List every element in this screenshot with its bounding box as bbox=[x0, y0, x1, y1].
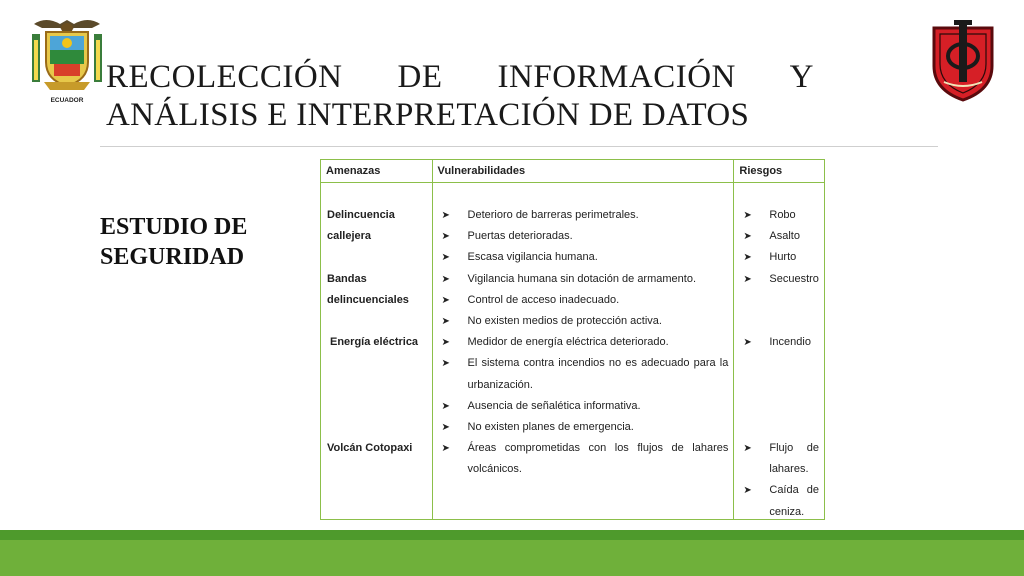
section-heading-line-1: ESTUDIO DE bbox=[100, 214, 248, 240]
vulnerabilities-cell bbox=[432, 183, 734, 520]
list-item: ➤ Control de acceso inadecuado. bbox=[439, 290, 729, 311]
table-row bbox=[321, 183, 825, 520]
arrow-bullet-icon: ➤ bbox=[441, 358, 450, 370]
title-divider bbox=[100, 146, 938, 147]
threat-line: Bandas bbox=[327, 272, 367, 285]
arrow-bullet-icon: ➤ bbox=[441, 400, 450, 412]
logo-left-small bbox=[66, 90, 67, 96]
threats-cell bbox=[321, 183, 433, 520]
threat-line: Volcán Cotopaxi bbox=[327, 442, 413, 455]
header-amenazas: Amenazas bbox=[321, 160, 433, 183]
list-item: ➤ Flujo de bbox=[740, 438, 819, 459]
threat-line: Delincuencia bbox=[327, 209, 395, 221]
list-item: ➤ Asalto bbox=[740, 226, 819, 247]
title-line-1: RECOLECCIÓN DE INFORMACIÓN Y bbox=[106, 59, 814, 95]
list-item-continuation: urbanización. bbox=[467, 378, 533, 391]
logo-left-caption: ECUADOR bbox=[50, 97, 84, 104]
list-item: ➤ El sistema contra incendios no es adecuado para la bbox=[439, 353, 729, 374]
page-title bbox=[106, 58, 814, 134]
list-item: ➤ Deterioro de barreras perimetrales. bbox=[439, 205, 729, 226]
footer-band-dark bbox=[0, 530, 1024, 540]
list-item: ➤ Ausencia de señalética informativa. bbox=[439, 396, 729, 417]
list-item: ➤ Incendio bbox=[740, 332, 819, 353]
threat-line: callejera bbox=[327, 230, 372, 243]
title-line-2: ANÁLISIS E INTERPRETACIÓN DE DATOS bbox=[106, 97, 750, 133]
list-item-continuation: ceniza. bbox=[769, 505, 805, 518]
arrow-bullet-icon: ➤ bbox=[441, 273, 450, 285]
list-item: ➤ Secuestro bbox=[740, 269, 819, 290]
list-item-continuation: lahares. bbox=[769, 463, 809, 476]
arrow-bullet-icon: ➤ bbox=[441, 337, 450, 349]
footer-band-light bbox=[0, 540, 1024, 576]
risks-cell bbox=[734, 183, 825, 520]
arrow-bullet-icon: ➤ bbox=[743, 210, 752, 221]
security-analysis-table bbox=[320, 159, 825, 520]
section-heading bbox=[100, 212, 247, 272]
arrow-bullet-icon: ➤ bbox=[441, 252, 450, 264]
list-item: ➤ No existen planes de emergencia. bbox=[439, 417, 729, 438]
list-item: ➤ Escasa vigilancia humana. bbox=[439, 247, 729, 268]
list-item: ➤ Vigilancia humana sin dotación de armamento. bbox=[439, 269, 729, 290]
header-vulnerabilidades: Vulnerabilidades bbox=[432, 160, 734, 183]
list-item: ➤ Caída de bbox=[740, 480, 819, 501]
list-item: ➤ Áreas comprometidas con los flujos de lahares bbox=[439, 438, 729, 459]
list-item: ➤ Medidor de energía eléctrica deteriorado. bbox=[439, 332, 729, 353]
list-item: ➤ No existen medios de protección activa. bbox=[439, 311, 729, 332]
arrow-bullet-icon: ➤ bbox=[441, 210, 450, 221]
coat-of-arms-icon bbox=[24, 14, 110, 104]
arrow-bullet-icon: ➤ bbox=[441, 443, 450, 455]
arrow-bullet-icon: ➤ bbox=[441, 421, 450, 433]
arrow-bullet-icon: ➤ bbox=[743, 337, 752, 349]
threat-line: delincuenciales bbox=[327, 293, 409, 306]
arrow-bullet-icon: ➤ bbox=[441, 294, 450, 306]
list-item: ➤ Hurto bbox=[740, 247, 819, 268]
section-heading-line-2: SEGURIDAD bbox=[100, 244, 245, 270]
arrow-bullet-icon: ➤ bbox=[743, 443, 752, 455]
header-riesgos: Riesgos bbox=[734, 160, 825, 183]
list-item: ➤ Puertas deterioradas. bbox=[439, 226, 729, 247]
threat-line: Energía eléctrica bbox=[330, 336, 419, 349]
list-item-continuation: volcánicos. bbox=[467, 463, 522, 476]
arrow-bullet-icon: ➤ bbox=[743, 231, 752, 243]
table-header-row bbox=[321, 160, 825, 183]
list-item: ➤ Robo bbox=[740, 205, 819, 226]
arrow-bullet-icon: ➤ bbox=[743, 273, 752, 285]
arrow-bullet-icon: ➤ bbox=[743, 252, 752, 264]
red-shield-icon bbox=[930, 18, 996, 102]
arrow-bullet-icon: ➤ bbox=[441, 231, 450, 243]
arrow-bullet-icon: ➤ bbox=[441, 315, 450, 327]
arrow-bullet-icon: ➤ bbox=[743, 485, 752, 497]
